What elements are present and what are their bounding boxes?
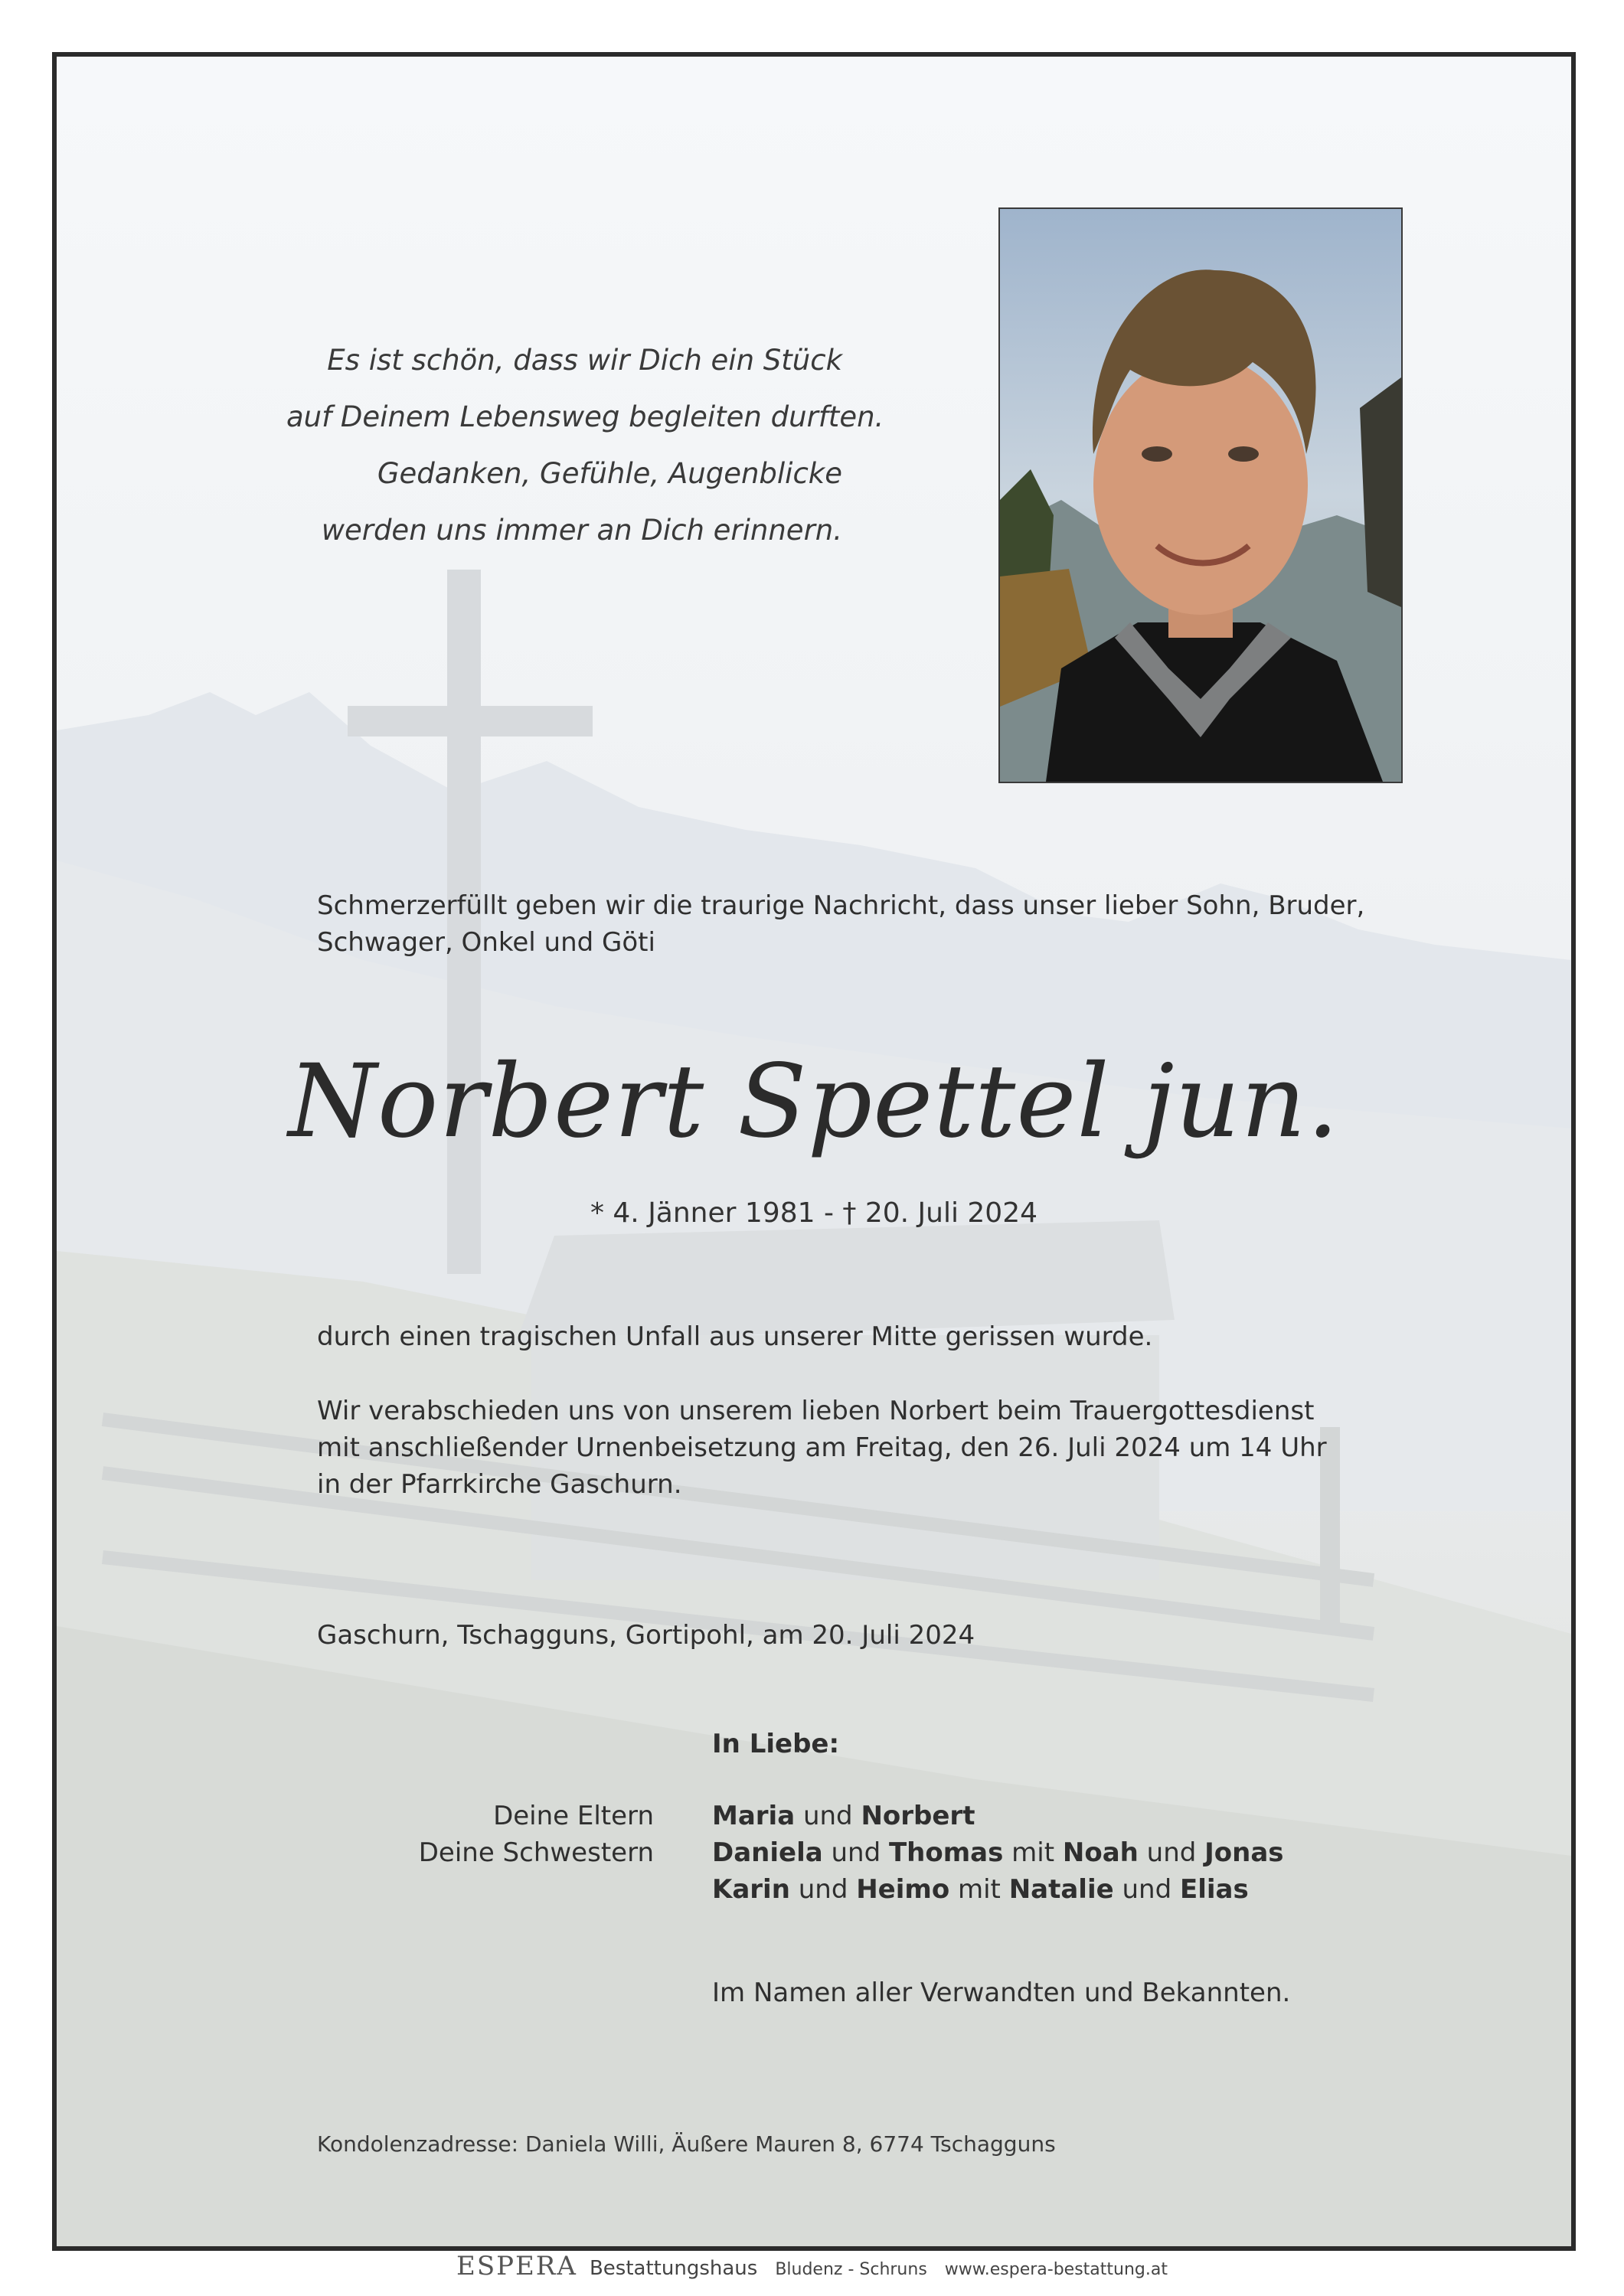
mourner-name: Karin [712,1874,790,1905]
life-dates: * 4. Jänner 1981 - † 20. Juli 2024 [590,1197,1038,1229]
intro-line: Schwager, Onkel und Göti [317,927,655,958]
poem-block [286,332,884,559]
mourner-line-sister-2 [712,1871,1284,1908]
cross-horizontal [348,706,593,736]
place-date: Gaschurn, Tschagguns, Gortipohl, am 20. Juli 2024 [317,1620,975,1651]
connector: und [822,1837,889,1868]
portrait-photo [998,207,1403,783]
connector: und [1113,1874,1180,1905]
intro-text [317,887,1364,961]
funeral-home-logo: ESPERA [456,2251,577,2281]
deceased-name: Norbert Spettel jun. [288,1043,1340,1161]
mourner-name: Elias [1179,1874,1249,1905]
relations-column [309,1798,654,1871]
mourner-name: Norbert [861,1801,975,1831]
connector: mit [1003,1837,1063,1868]
obituary-frame [52,52,1576,2251]
poem-line: Es ist schön, dass wir Dich ein Stück [327,344,842,377]
service-line: in der Pfarrkirche Gaschurn. [317,1469,682,1500]
mourner-name: Jonas [1204,1837,1284,1868]
service-text [317,1393,1327,1503]
relation-label: Deine Eltern [493,1801,654,1831]
mourner-name: Maria [712,1801,796,1831]
funeral-home-footer [0,2251,1624,2281]
mourner-name: Heimo [856,1874,950,1905]
mourner-line-parents [712,1798,1284,1834]
connector: und [789,1874,857,1905]
mourner-name: Noah [1062,1837,1139,1868]
mourner-names [712,1798,1284,1908]
connector: und [795,1801,861,1831]
mourner-name: Thomas [888,1837,1004,1868]
circumstance-text: durch einen tragischen Unfall aus unserer Mitte gerissen wurde. [317,1321,1153,1352]
mourner-name: Natalie [1008,1874,1114,1905]
connector: mit [949,1874,1009,1905]
intro-line: Schmerzerfüllt geben wir die traurige Nachricht, dass unser lieber Sohn, Bruder, [317,890,1365,921]
mourners-heading: In Liebe: [712,1729,840,1759]
closing-text: Im Namen aller Verwandten und Bekannten. [712,1978,1291,2008]
funeral-home-url[interactable]: www.espera-bestattung.at [944,2260,1168,2279]
connector: und [1138,1837,1205,1868]
service-line: Wir verabschieden uns von unserem lieben Norbert beim Trauergottesdienst [317,1396,1315,1426]
poem-line: werden uns immer an Dich erinnern. [321,514,842,547]
relation-label: Deine Schwestern [418,1837,654,1868]
poem-line: Gedanken, Gefühle, Augenblicke [377,457,842,490]
mourner-line-sister-1 [712,1834,1284,1871]
condolence-address: Kondolenzadresse: Daniela Willi, Äußere Mauren 8, 6774 Tschagguns [317,2131,1056,2157]
poem-line: auf Deinem Lebensweg begleiten durften. [286,400,884,433]
service-line: mit anschließender Urnenbeisetzung am Freitag, den 26. Juli 2024 um 14 Uhr [317,1432,1327,1463]
funeral-home-locations: Bludenz - Schruns [775,2260,927,2279]
mourner-name: Daniela [712,1837,823,1868]
funeral-home-subtitle: Bestattungshaus [589,2257,758,2280]
